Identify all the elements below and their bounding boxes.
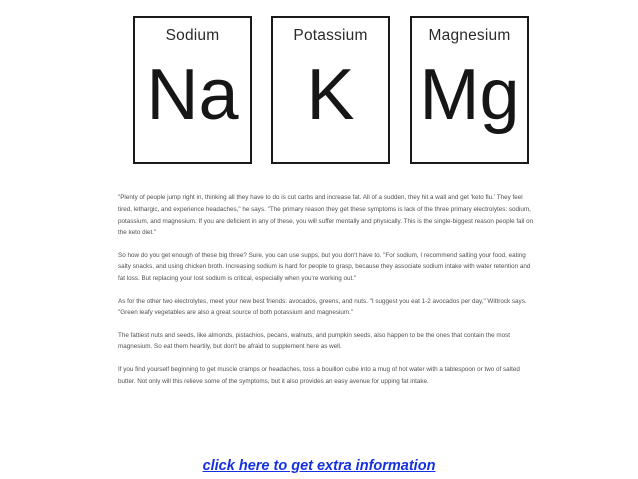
element-name: Potassium (293, 27, 368, 44)
article-paragraph: The fattiest nuts and seeds, like almonds, pistachios, pecans, walnuts, and pumpkin seeds, also happen to be the ones that contain the most magnesium. So eat them heartily, but don't be afraid to supplement here as well. (118, 331, 511, 351)
element-name: Magnesium (428, 27, 511, 44)
article-body (118, 192, 538, 398)
element-tile-potassium (271, 16, 390, 164)
element-tiles (133, 16, 533, 166)
element-symbol: K (306, 55, 355, 135)
article-paragraph: If you find yourself beginning to get muscle cramps or headaches, toss a bouillon cube into a mug of hot water with a tablespoon or two of salted butter. Not only will this relieve some of the symptoms, but it also provides an easy avenue for upping fat intake. (118, 365, 520, 385)
extra-information-link[interactable]: click here to get extra information (202, 458, 436, 474)
element-symbol: Mg (419, 55, 520, 135)
article-paragraph: "Plenty of people jump right in, thinking all they have to do is cut carbs and increase fat. All of a sudden, they hit a wall and get 'keto flu.' They feel tired, lethargic, and experience headaches," he says. "The primary reason they get these symptoms is lack of the three primary electrolytes: sodium, potassium, and magnesium. If you are deficient in any of these, you will suffer mentally and physically. This is the single-biggest reason people fail on the keto diet." (118, 194, 534, 237)
article-paragraph: As for the other two electrolytes, meet your new best friends: avocados, greens, and nuts. "I suggest you eat 1-2 avocados per day," Wittrock says. "Green leafy vegetables are also a great source of both potassium and magnesium." (118, 297, 527, 317)
element-tile-magnesium (410, 16, 529, 164)
article-paragraph: So how do you get enough of these big three? Sure, you can use supps, but you don't have to. "For sodium, I recommend salting your food, eating salty snacks, and using chicken broth. Increasing sodium is hard for people to grasp, because they associate sodium intake with water retention and fat loss. But replacing your lost sodium is critical, especially when you're working out." (118, 251, 531, 283)
element-tile-sodium (133, 16, 252, 164)
element-symbol: Na (146, 55, 239, 135)
element-name: Sodium (165, 27, 220, 44)
